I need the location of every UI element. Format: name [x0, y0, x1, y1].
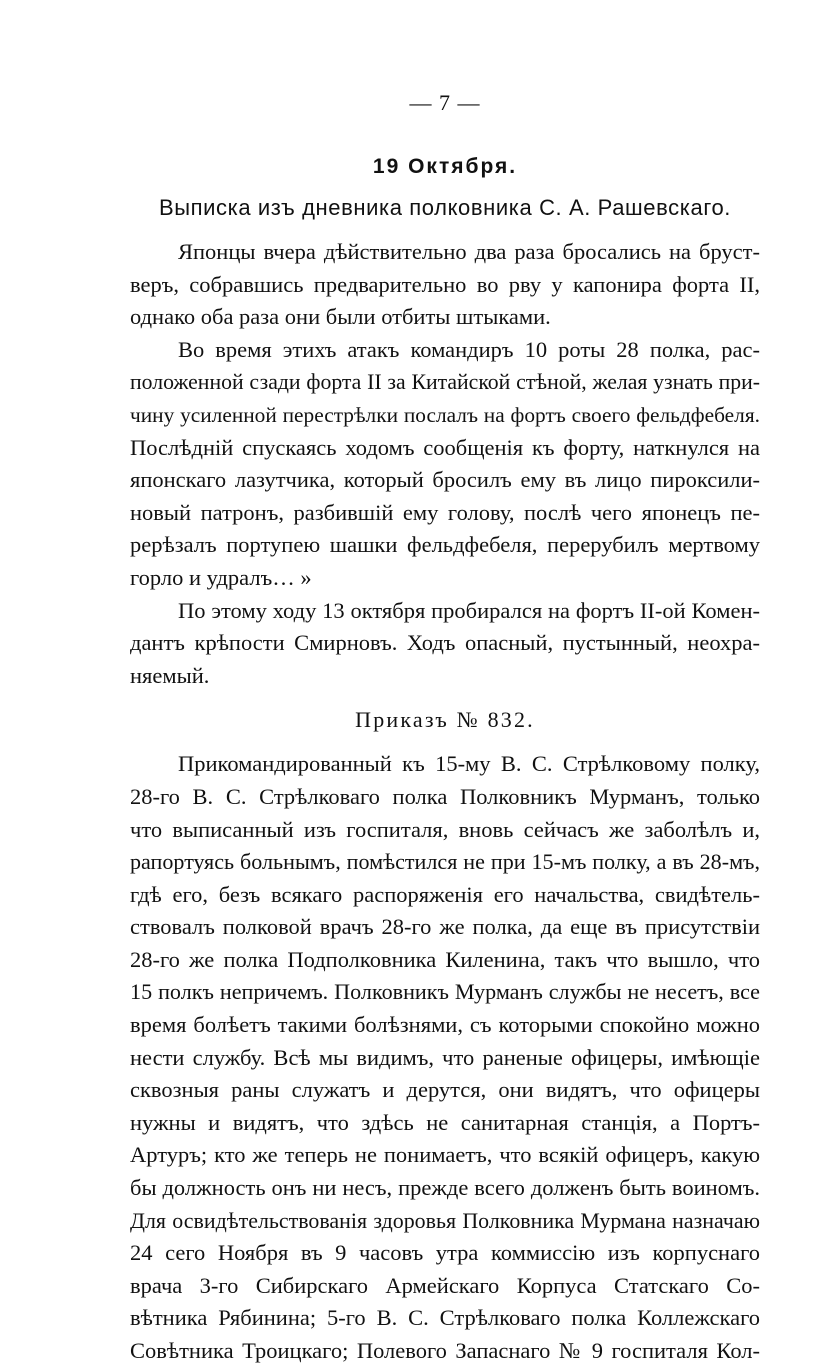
text-line: время болѣетъ такими болѣзнями, съ которыми спокойно можно: [130, 1012, 760, 1038]
document-page: [130, 88, 760, 1368]
page-number: — 7 —: [409, 90, 481, 115]
text-line: Совѣтника Троицкаго; Полевого Запаснаго № 9 госпиталя Кол-: [130, 1338, 760, 1363]
text-line: рапортуясь больнымъ, помѣстился не при 15-мъ полку, а въ 28-мъ,: [130, 849, 760, 875]
text-line: 15 полкъ непричемъ. Полковникъ Мурманъ службы не несетъ, все: [130, 979, 760, 1005]
text-line: Во время этихъ атакъ командиръ 10 роты 28 полка, рас-: [178, 336, 760, 362]
text-line: бы должность онъ ни несъ, прежде всего долженъ быть воиномъ.: [130, 1175, 760, 1201]
paragraph-1: [130, 236, 760, 334]
text-line: врача 3-го Сибирскаго Армейскаго Корпуса Статскаго Со-: [130, 1272, 760, 1298]
text-line: ствовалъ полковой врачъ 28-го же полка, да еще въ присутствiи: [130, 914, 760, 940]
text-line: сквозныя раны служатъ и дерутся, они видятъ, что офицеры: [130, 1077, 760, 1103]
text-line: рерѣзалъ портупею шашки фельдфебеля, перерубилъ мертвому: [130, 532, 760, 558]
text-line: Артуръ; кто же теперь не понимаетъ, что всякiй офицеръ, какую: [130, 1142, 760, 1168]
text-line: горло и удралъ… »: [130, 564, 312, 590]
text-line: нужны и видятъ, что здѣсь не санитарная станцiя, а Портъ-: [130, 1109, 760, 1135]
text-line: По этому ходу 13 октября пробирался на фортъ II-ой Комен-: [178, 597, 760, 623]
text-line: положенной сзади форта II за Китайской стѣной, желая узнать при-: [130, 370, 760, 395]
text-line: 28-го же полка Подполковника Киленина, такъ что вышло, что: [130, 946, 760, 972]
text-line: Японцы вчера дѣйствительно два раза бросались на бруст-: [178, 239, 760, 264]
order-heading: Приказъ № 832.: [355, 707, 535, 733]
text-line: вѣтника Рябинина; 5-го В. С. Стрѣлковаго полка Коллежскаго: [130, 1305, 760, 1331]
paragraph-3: [130, 595, 760, 693]
text-line: японскаго лазутчика, который бросилъ ему въ лицо пироксили-: [130, 467, 760, 493]
text-line: нести службу. Всѣ мы видимъ, что раненые офицеры, имѣющiе: [130, 1044, 760, 1070]
text-line: чину усиленной перестрѣлки послалъ на фортъ своего фельдфебеля.: [130, 402, 760, 427]
text-line: новый патронъ, разбившiй ему голову, послѣ чего японецъ пе-: [130, 499, 760, 525]
text-line: однако оба раза они были отбиты штыками.: [130, 304, 551, 330]
text-line: 28-го В. С. Стрѣлковаго полка Полковникъ Мурманъ, только: [130, 783, 760, 809]
paragraph-4: [130, 748, 760, 1367]
text-line: няемый.: [130, 662, 210, 688]
paragraph-2: [130, 334, 760, 595]
text-line: Прикомандированный къ 15-му В. С. Стрѣлковому полку,: [178, 751, 760, 777]
text-line: гдѣ его, безъ всякаго распоряженiя его начальства, свидѣтель-: [130, 881, 760, 907]
text-line: Послѣднiй спускаясь ходомъ сообщенiя къ форту, наткнулся на: [130, 434, 760, 460]
section-title: Выписка изъ дневника полковника С. А. Рашевскаго.: [158, 195, 732, 220]
text-line: что выписанный изъ госпиталя, вновь сейчасъ же заболѣлъ и,: [130, 816, 760, 842]
text-line: Для освидѣтельствованiя здоровья Полковника Мурмана назначаю: [130, 1207, 760, 1233]
text-line: веръ, собравшись предварительно во рву у капонира форта II,: [130, 271, 760, 297]
text-line: дантъ крѣпости Смирновъ. Ходъ опасный, пустынный, неохра-: [130, 630, 760, 656]
date-heading: 19 Октября.: [372, 155, 518, 178]
text-line: 24 сего Ноября въ 9 часовъ утра коммиссiю изъ корпуснаго: [130, 1240, 760, 1266]
